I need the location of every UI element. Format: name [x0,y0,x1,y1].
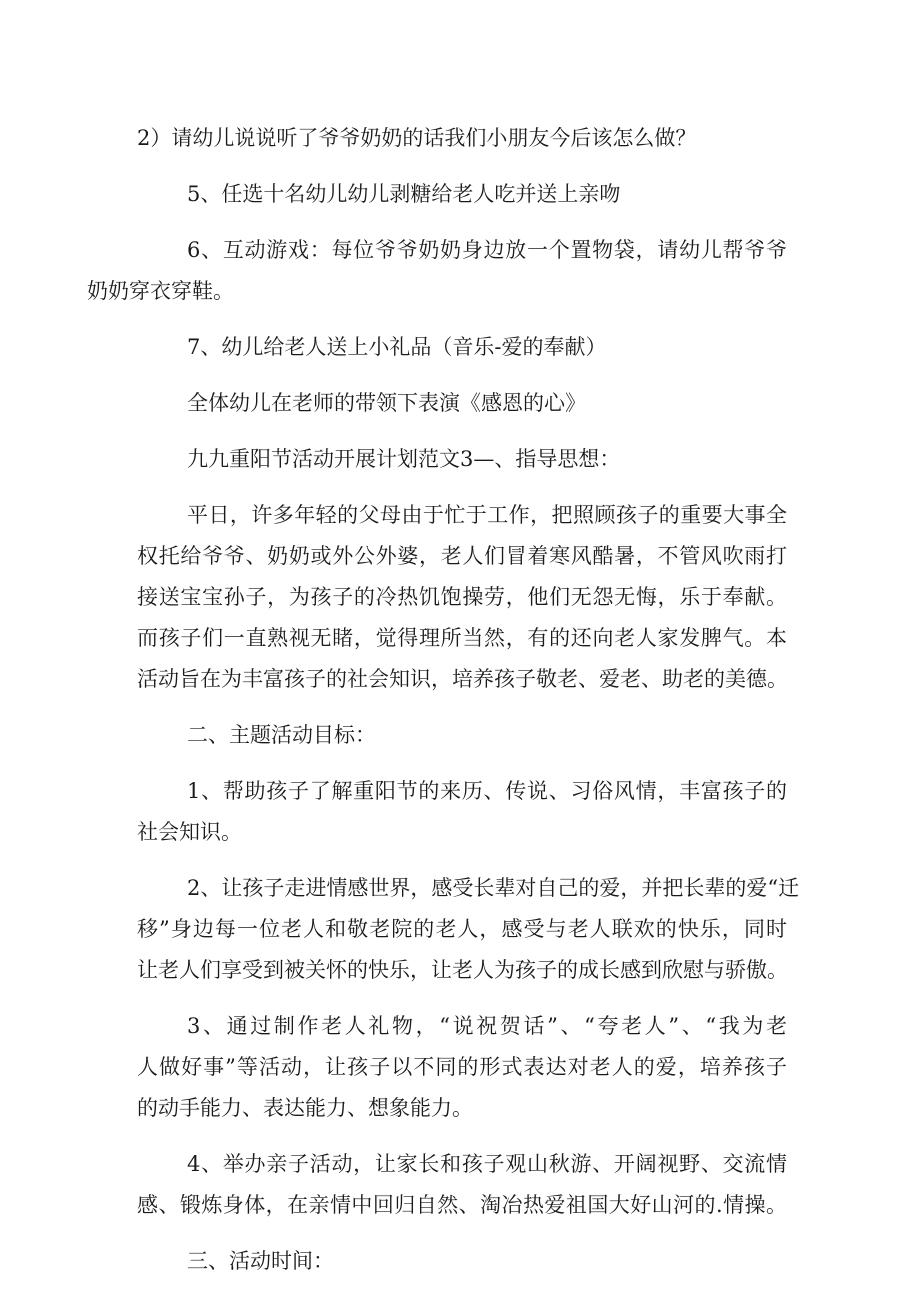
text-line: 接送宝宝孙子，为孩子的冷热饥饱操劳，他们无怨无悔，乐于奉献。 [137,585,787,609]
text-line: 6、互动游戏：每位爷爷奶奶身边放一个置物袋，请幼儿帮爷爷 [187,238,787,262]
document-body [87,118,800,1297]
text-line: 活动旨在为丰富孩子的社会知识，培养孩子敬老、爱老、助老的美德。 [137,667,788,691]
text-line: 5、任选十名幼儿幼儿剥糖给老人吃并送上亲吻 [187,182,621,206]
paragraph-goal-3 [137,1006,787,1129]
paragraph-guiding-idea [137,495,787,700]
section-heading-time [137,1241,787,1282]
paragraph-goal-2 [137,868,800,991]
text-line: 移”身边每一位老人和敬老院的老人，感受与老人联欢的快乐，同时 [137,917,787,941]
text-line: 2）请幼儿说说听了爷爷奶奶的话我们小朋友今后该怎么做？ [137,126,697,150]
paragraph-heading-plan-3 [137,439,787,480]
text-line: 平日，许多年轻的父母由于忙于工作，把照顾孩子的重要大事全 [187,503,787,527]
paragraph-step-5 [137,174,787,215]
text-line: 全体幼儿在老师的带领下表演《感恩的心》 [187,391,586,415]
text-line: 感、锻炼身体，在亲情中回归自然、淘冶热爱祖国大好山河的.情操。 [137,1193,787,1217]
text-line: 二、主题活动目标： [187,723,376,747]
text-line: 人做好事”等活动，让孩子以不同的形式表达对老人的爱，培养孩子 [137,1055,787,1079]
paragraph-step-6 [87,230,787,312]
text-line: 九九重阳节活动开展计划范文3—、指导思想： [187,447,621,471]
text-line: 而孩子们一直熟视无睹，觉得理所当然，有的还向老人家发脾气。本 [137,626,787,650]
text-line: 2、让孩子走进情感世界，感受长辈对自己的爱，并把长辈的爱“迁 [187,876,800,900]
paragraph-question [137,118,787,159]
text-line: 权托给爷爷、奶奶或外公外婆，老人们冒着寒风酷暑，不管风吹雨打 [137,544,787,568]
paragraph-goal-1 [137,771,787,853]
section-heading-goals [137,715,787,756]
text-line: 三、活动时间： [187,1249,334,1273]
text-line: 让老人们享受到被关怀的快乐，让老人为孩子的成长感到欣慰与骄傲。 [137,958,788,982]
text-line: 3、通过制作老人礼物，“说祝贺话”、“夸老人”、“我为老 [187,1014,787,1038]
text-line: 4、举办亲子活动，让家长和孩子观山秋游、开阔视野、交流情 [187,1152,787,1176]
text-line: 7、幼儿给老人送上小礼品（音乐-爱的奉献） [187,335,607,359]
paragraph-performance [137,383,787,424]
paragraph-goal-4 [137,1144,787,1226]
text-line: 的动手能力、表达能力、想象能力。 [137,1096,473,1120]
paragraph-step-7 [137,327,787,368]
text-line: 奶奶穿衣穿鞋。 [87,279,234,303]
text-line: 1、帮助孩子了解重阳节的来历、传说、习俗风情，丰富孩子的 [187,779,787,803]
text-line: 社会知识。 [137,820,242,844]
